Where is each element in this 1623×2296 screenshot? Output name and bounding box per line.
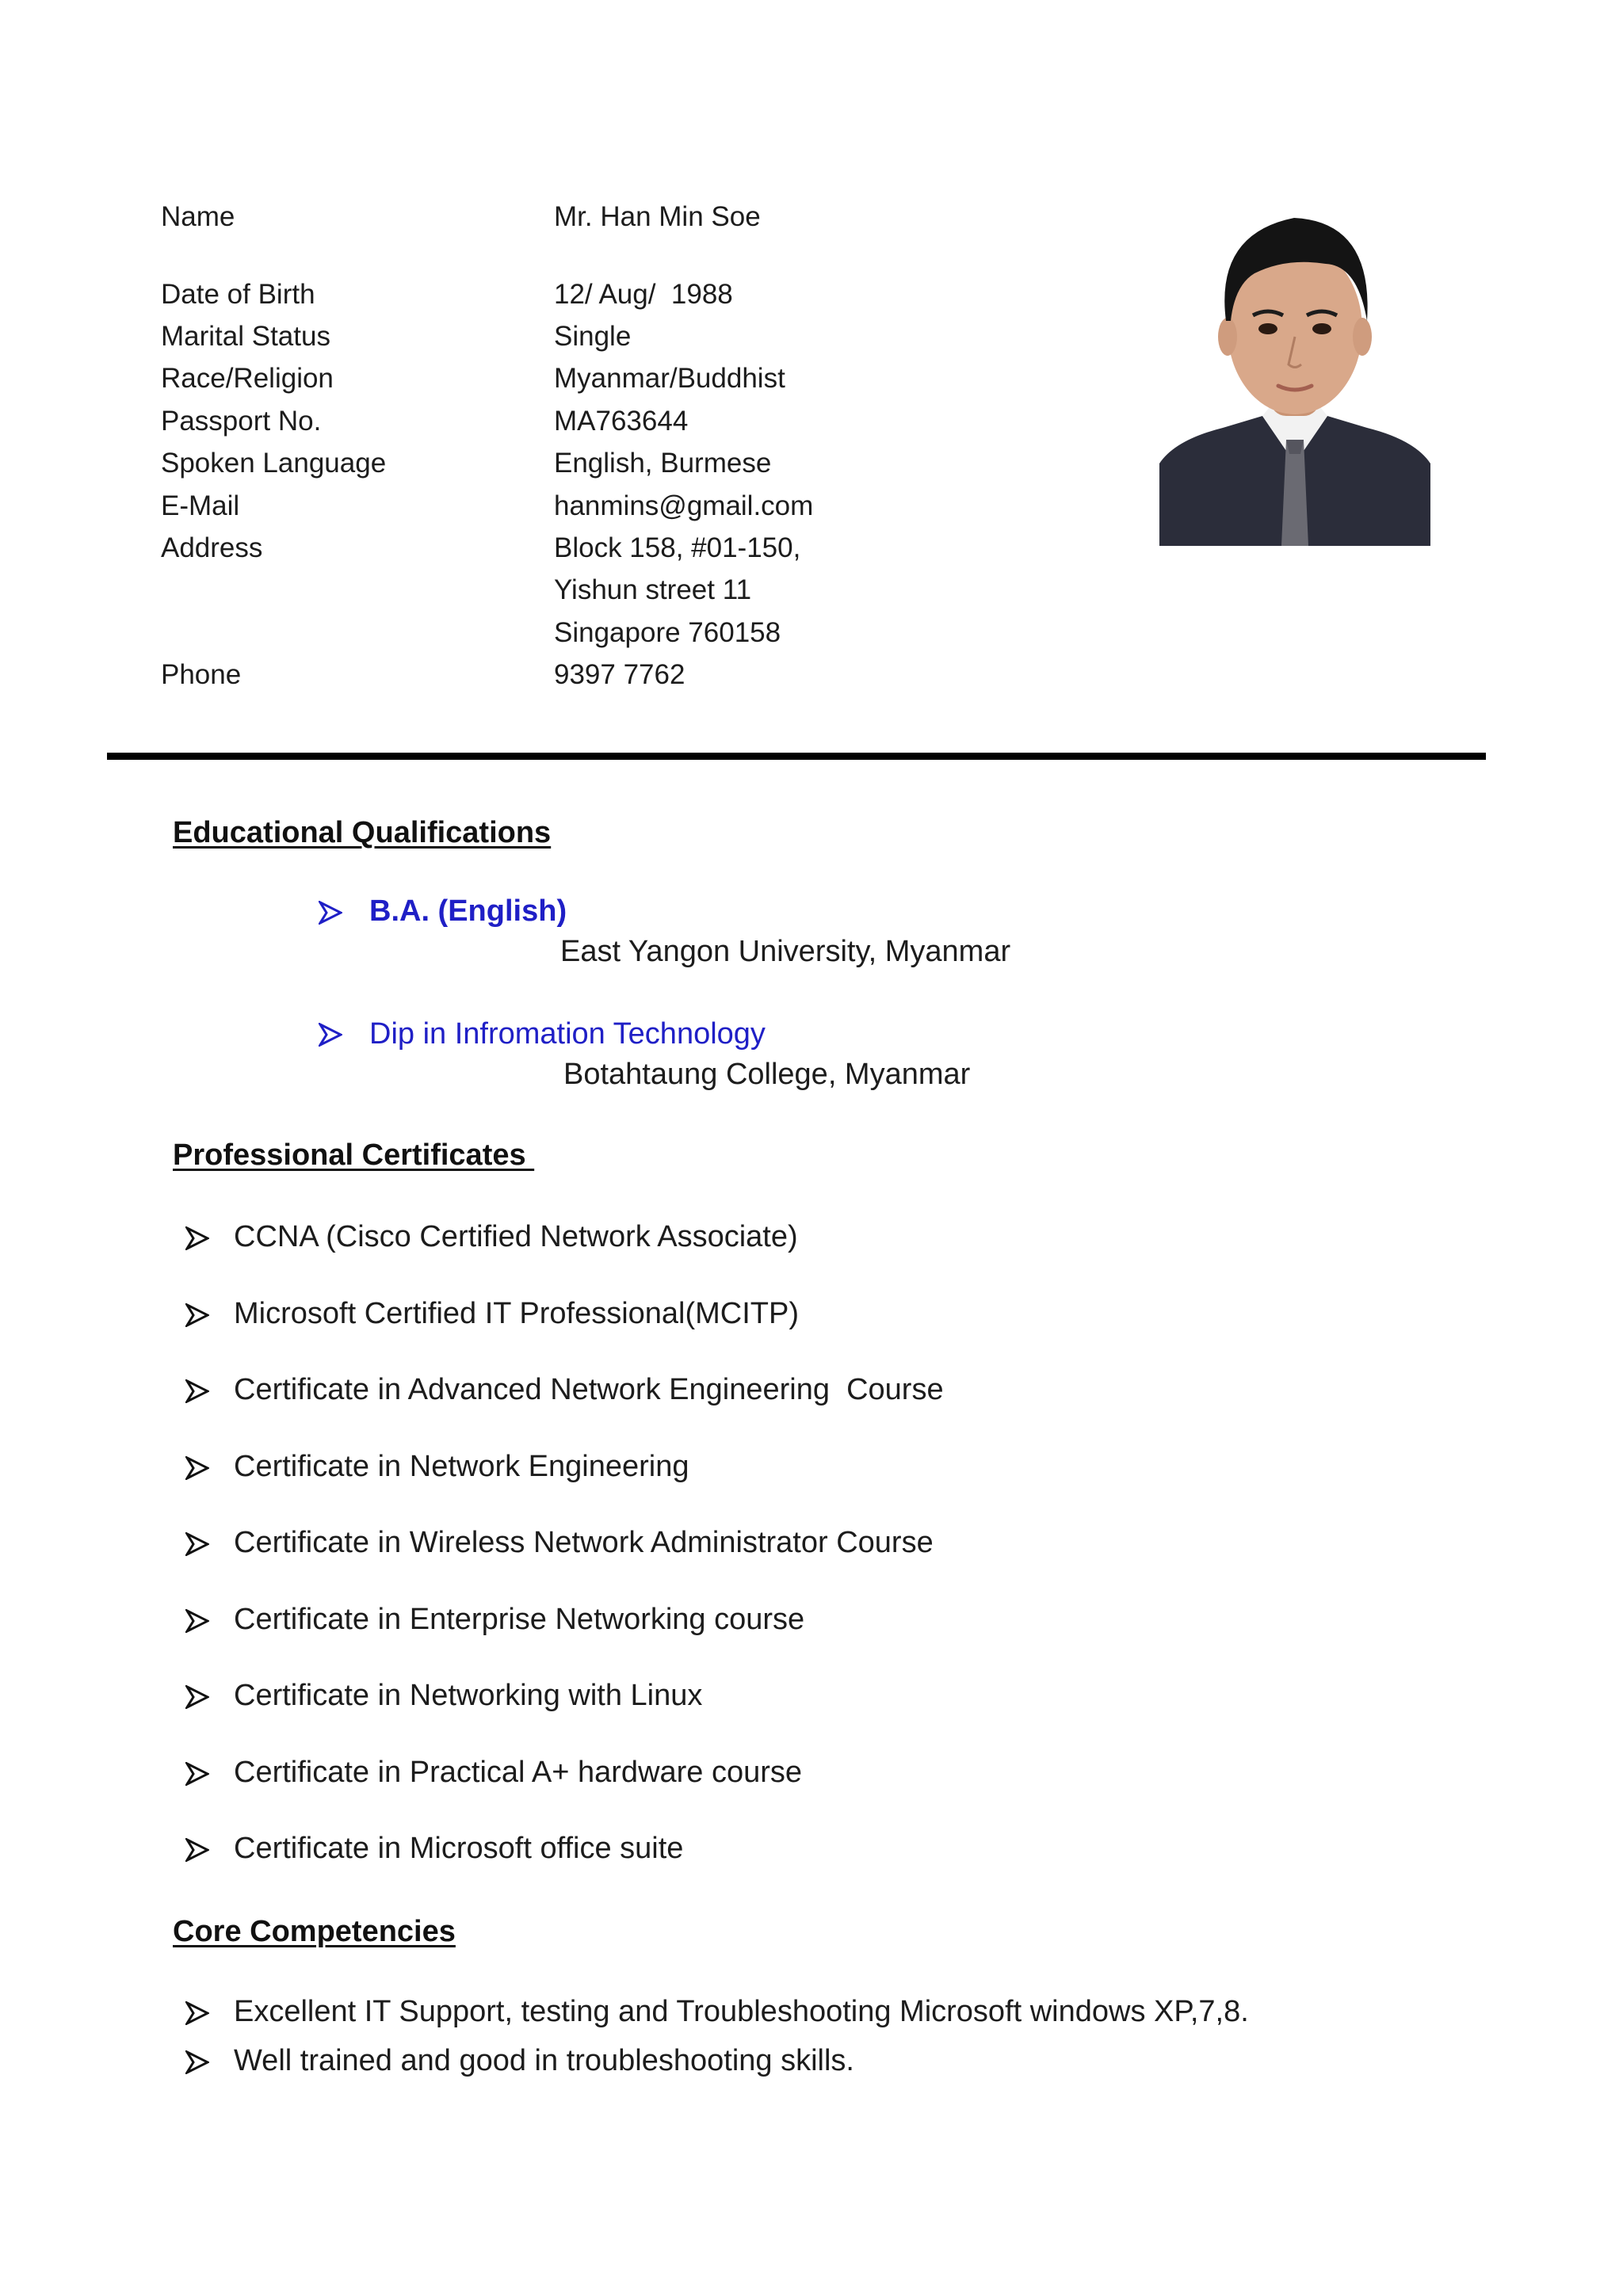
spoken-language-label: Spoken Language (161, 448, 387, 479)
arrow-bullet-icon (319, 901, 342, 925)
marital-status-value: Single (554, 321, 632, 352)
passport-label: Passport No. (161, 406, 322, 437)
competencies-heading: Core Competencies (173, 1915, 456, 1948)
passport-value: MA763644 (554, 406, 689, 437)
phone-label: Phone (161, 659, 242, 690)
marital-status-label: Marital Status (161, 321, 330, 352)
profile-photo (1159, 202, 1430, 546)
arrow-bullet-icon (185, 1303, 209, 1327)
email-value[interactable]: hanmins@gmail.com (554, 490, 814, 521)
education-heading: Educational Qualifications (173, 816, 552, 849)
competency-item: Well trained and good in troubleshooting skills. (234, 2044, 854, 2077)
certificates-heading: Professional Certificates (173, 1138, 535, 1172)
name-value: Mr. Han Min Soe (554, 201, 761, 232)
certificate-item: Certificate in Network Engineering (234, 1449, 689, 1483)
address-line-3: Singapore 760158 (554, 617, 781, 648)
address-label: Address (161, 532, 263, 563)
dob-label: Date of Birth (161, 279, 315, 310)
arrow-bullet-icon (185, 1379, 209, 1403)
arrow-bullet-icon (185, 1838, 209, 1862)
arrow-bullet-icon (185, 1456, 209, 1480)
arrow-bullet-icon (185, 1609, 209, 1633)
race-religion-value: Myanmar/Buddhist (554, 363, 785, 394)
certificate-item: Microsoft Certified IT Professional(MCITP) (234, 1296, 800, 1330)
arrow-bullet-icon (185, 1226, 209, 1250)
certificate-item: Certificate in Networking with Linux (234, 1679, 703, 1712)
section-divider (107, 753, 1486, 760)
competency-item: Excellent IT Support, testing and Troubleshooting Microsoft windows XP,7,8. (234, 1995, 1249, 2028)
certificate-item: Certificate in Enterprise Networking course (234, 1602, 805, 1636)
address-line-2: Yishun street 11 (554, 574, 752, 605)
dob-value: 12/ Aug/ 1988 (554, 279, 733, 310)
address-line-1: Block 158, #01-150, (554, 532, 801, 563)
phone-value: 9397 7762 (554, 659, 685, 690)
certificate-item: Certificate in Wireless Network Administrator Course (234, 1526, 934, 1559)
arrow-bullet-icon (319, 1023, 342, 1047)
arrow-bullet-icon (185, 2050, 209, 2074)
spoken-language-value: English, Burmese (554, 448, 772, 479)
arrow-bullet-icon (185, 1685, 209, 1709)
arrow-bullet-icon (185, 2001, 209, 2025)
arrow-bullet-icon (185, 1762, 209, 1786)
certificate-item: Certificate in Practical A+ hardware course (234, 1755, 803, 1789)
certificate-item: Certificate in Advanced Network Engineering Course (234, 1373, 944, 1406)
education-institution-2: Botahtaung College, Myanmar (563, 1058, 971, 1091)
race-religion-label: Race/Religion (161, 363, 334, 394)
certificate-item: Certificate in Microsoft office suite (234, 1832, 684, 1865)
arrow-bullet-icon (185, 1532, 209, 1556)
education-title-1: B.A. (English) (369, 894, 567, 928)
name-label: Name (161, 201, 235, 232)
email-label: E-Mail (161, 490, 240, 521)
certificate-item: CCNA (Cisco Certified Network Associate) (234, 1220, 798, 1253)
education-institution-1: East Yangon University, Myanmar (560, 935, 1011, 968)
education-title-2: Dip in Infromation Technology (369, 1017, 766, 1051)
